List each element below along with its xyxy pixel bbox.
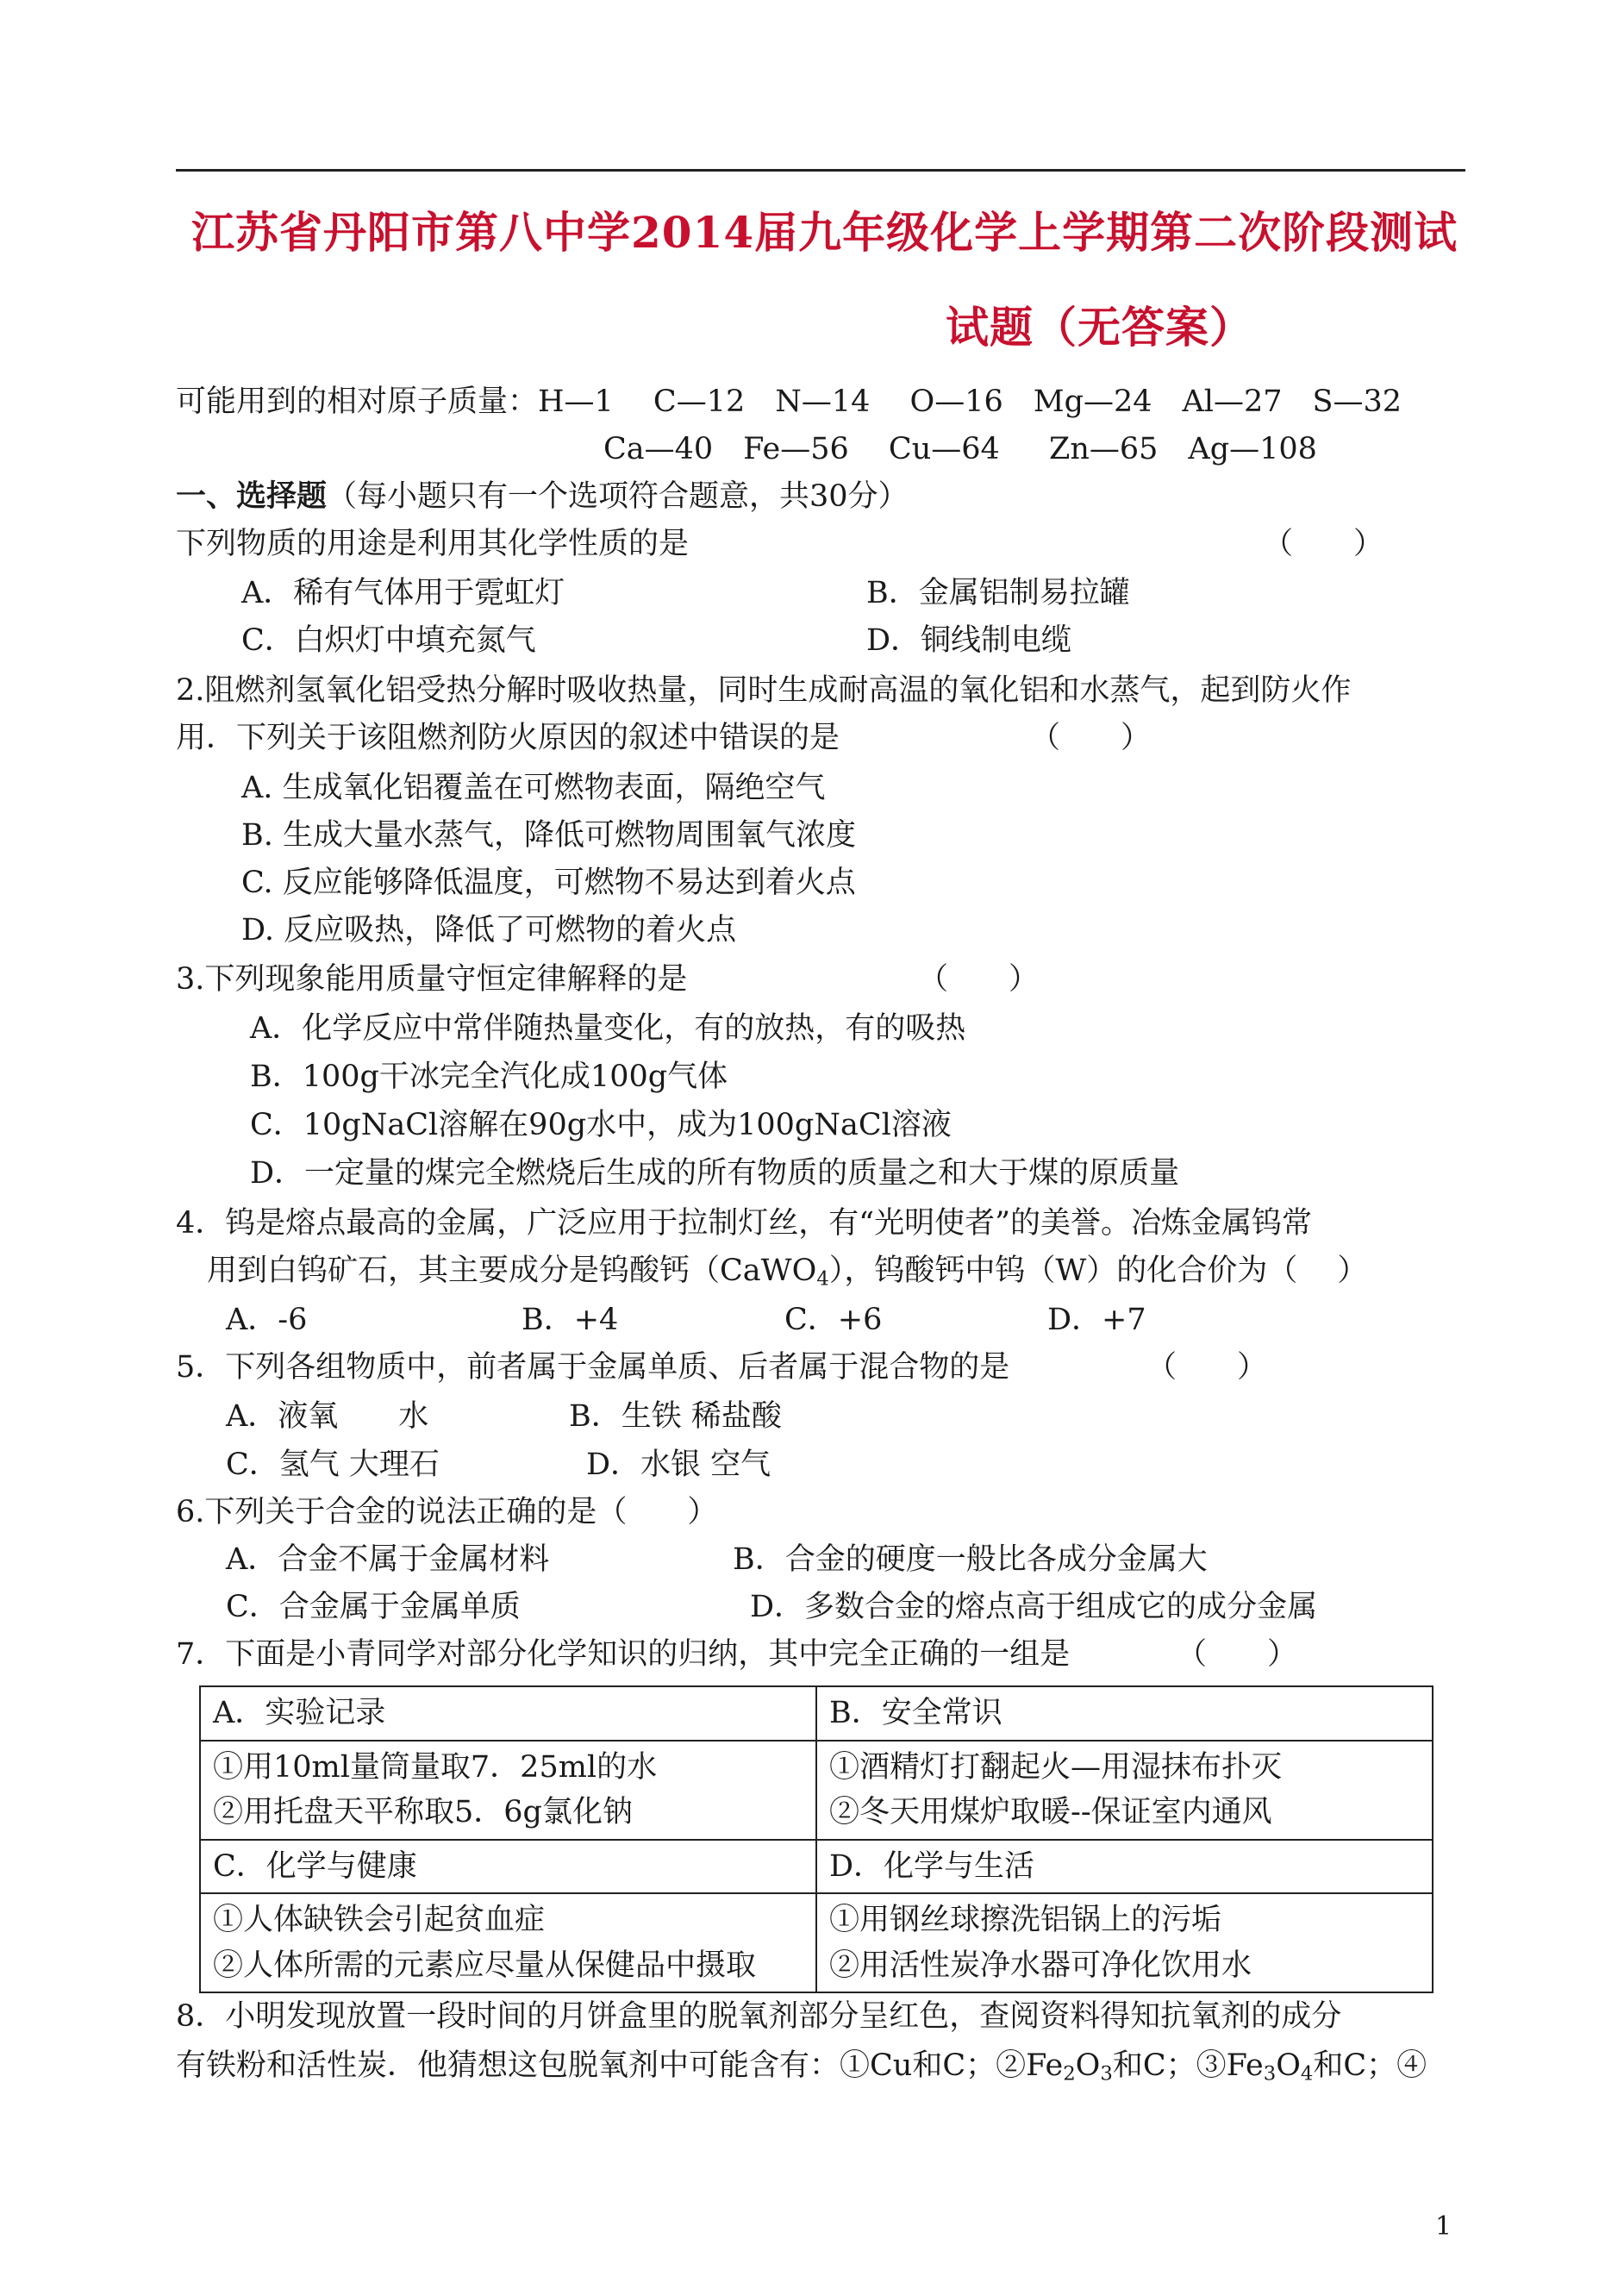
q2-stem-line2: 用．下列关于该阻燃剂防火原因的叙述中错误的是 (176, 721, 840, 755)
q3-option-c: C．10gNaCl溶解在90g水中，成为100gNaCl溶液 (250, 1108, 952, 1142)
table-row (200, 1686, 1433, 1741)
table-row (200, 1840, 1433, 1894)
q3-option-d: D．一定量的煤完全燃烧后生成的所有物质的质量之和大于煤的原质量 (250, 1156, 1180, 1191)
q1-answer-paren: （ ） (1263, 527, 1384, 561)
q6-stem: 6.下列关于合金的说法正确的是（ ） (176, 1495, 718, 1529)
cell-text-line: ②人体所需的元素应尽量从保健品中摄取 (213, 1948, 757, 1983)
q8-text: O (1276, 2048, 1301, 2083)
q8-stem-line2 (176, 2048, 1427, 2086)
q6-option-c: C．合金属于金属单质 (226, 1590, 521, 1624)
q1-option-d: D．铜线制电缆 (866, 623, 1072, 658)
q7-answer-paren: （ ） (1177, 1637, 1298, 1672)
q1-option-c: C．白炽灯中填充氮气 (241, 623, 536, 658)
q3-stem: 3.下列现象能用质量守恒定律解释的是 (176, 962, 688, 997)
table-row (200, 1893, 1433, 1992)
q2-option-b: B. 生成大量水蒸气，降低可燃物周围氧气浓度 (241, 818, 856, 853)
q8-sub: 3 (1263, 2062, 1277, 2086)
q2-answer-paren: （ ） (1030, 721, 1152, 755)
q4-stem-line2 (207, 1253, 1367, 1291)
section-title: 一、选择题 (176, 478, 328, 514)
q5-stem: 5．下列各组物质中，前者属于金属单质、后者属于混合物的是 (176, 1350, 1010, 1385)
q6-option-a: A．合金不属于金属材料 (226, 1542, 550, 1577)
q4-line2-pre: 用到白钨矿石，其主要成分是钨酸钙（CaWO (207, 1254, 817, 1288)
cell-text-line: ①人体缺铁会引起贫血症 (213, 1903, 546, 1937)
cell-line (213, 1898, 803, 1988)
q8-sub: 2 (1063, 2062, 1076, 2086)
q4-stem-line1: 4．钨是熔点最高的金属，广泛应用于拉制灯丝，有“光明使者”的美誉。冶炼金属钨常 (176, 1206, 1313, 1241)
table-cell (200, 1893, 816, 1992)
q3-option-b: B．100g干冰完全汽化成100g气体 (250, 1060, 728, 1094)
q3-answer-paren: （ ） (918, 962, 1040, 997)
q1-option-b: B．金属铝制易拉罐 (866, 576, 1130, 610)
cell-line (213, 1745, 803, 1835)
q6-option-b: B．合金的硬度一般比各成分金属大 (733, 1542, 1208, 1577)
q1-stem: 下列物质的用途是利用其化学性质的是 (176, 527, 690, 561)
cell-text-line: ②冬天用煤炉取暖--保证室内通风 (829, 1795, 1272, 1829)
q2-option-c: C. 反应能够降低温度，可燃物不易达到着火点 (241, 866, 856, 900)
q8-sub: 4 (1300, 2062, 1314, 2086)
document-title-line1: 江苏省丹阳市第八中学2014届九年级化学上学期第二次阶段测试 (191, 207, 1458, 258)
atomic-masses-line2: Ca—40 Fe—56 Cu—64 Zn—65 Ag—108 (603, 432, 1317, 466)
cell-line (829, 1745, 1420, 1835)
page-number: 1 (1435, 2211, 1452, 2242)
table-cell (816, 1893, 1433, 1992)
q5-option-a: A．液氧 水 (226, 1399, 429, 1434)
header-rule (176, 169, 1465, 172)
q4-option-a: A．-6 (226, 1303, 308, 1337)
section-note: （每小题只有一个选项符合题意，共30分） (327, 479, 909, 514)
q5-option-b: B．生铁 稀盐酸 (569, 1399, 782, 1434)
q4-option-c: C．+6 (784, 1303, 883, 1337)
q2-stem-line1: 2.阻燃剂氢氧化铝受热分解时吸收热量，同时生成耐高温的氧化铝和水蒸气，起到防火作 (176, 673, 1352, 708)
table-cell (200, 1741, 816, 1840)
q6-option-d: D．多数合金的熔点高于组成它的成分金属 (750, 1590, 1318, 1624)
q5-option-d: D．水银 空气 (586, 1448, 771, 1482)
cell-line (829, 1898, 1420, 1988)
q4-line2-sub: 4 (816, 1267, 829, 1291)
q8-text: O (1075, 2048, 1101, 2083)
q8-text: 和C；④ (1313, 2048, 1427, 2083)
table-cell: B．安全常识 (816, 1686, 1433, 1741)
document-title-line2: 试题（无答案） (946, 302, 1253, 353)
q2-option-a: A. 生成氧化铝覆盖在可燃物表面，隔绝空气 (241, 771, 826, 805)
cell-text-line: ②用托盘天平称取5．6g氯化钠 (213, 1795, 633, 1829)
q7-table (199, 1685, 1433, 1993)
q1-option-a: A．稀有气体用于霓虹灯 (241, 576, 565, 610)
q8-text: 和C；③Fe (1112, 2048, 1264, 2083)
section-heading (176, 478, 909, 515)
q8-sub: 3 (1100, 2062, 1113, 2086)
q5-option-c: C．氢气 大理石 (226, 1448, 440, 1482)
table-cell: C．化学与健康 (200, 1840, 816, 1894)
table-row (200, 1741, 1433, 1840)
cell-text-line: ①用10ml量筒量取7．25ml的水 (213, 1749, 658, 1785)
cell-text-line: ②用活性炭净水器可净化饮用水 (829, 1948, 1252, 1983)
table-cell: A．实验记录 (200, 1686, 816, 1741)
q7-stem: 7．下面是小青同学对部分化学知识的归纳，其中完全正确的一组是 (176, 1637, 1071, 1672)
q4-line2-post: ），钨酸钙中钨（W）的化合价为（ ） (828, 1254, 1368, 1288)
q8-stem-line1: 8．小明发现放置一段时间的月饼盒里的脱氧剂部分呈红色，查阅资料得知抗氧剂的成分 (176, 1999, 1342, 2034)
q8-text: 有铁粉和活性炭．他猜想这包脱氧剂中可能含有：①Cu和C；②Fe (176, 2048, 1064, 2083)
q2-option-d: D. 反应吸热，降低了可燃物的着火点 (241, 913, 737, 947)
cell-text-line: ①酒精灯打翻起火—用湿抹布扑灭 (829, 1749, 1283, 1785)
atomic-masses-line1: 可能用到的相对原子质量：H—1 C—12 N—14 O—16 Mg—24 Al—27 S—32 (176, 385, 1402, 419)
q5-answer-paren: （ ） (1146, 1350, 1268, 1385)
table-cell (816, 1741, 1433, 1840)
cell-text-line: ①用钢丝球擦洗铝锅上的污垢 (829, 1903, 1222, 1937)
q4-option-d: D．+7 (1047, 1303, 1146, 1337)
table-cell: D．化学与生活 (816, 1840, 1433, 1894)
q3-option-a: A．化学反应中常伴随热量变化，有的放热，有的吸热 (250, 1011, 966, 1046)
q4-option-b: B．+4 (522, 1303, 619, 1337)
